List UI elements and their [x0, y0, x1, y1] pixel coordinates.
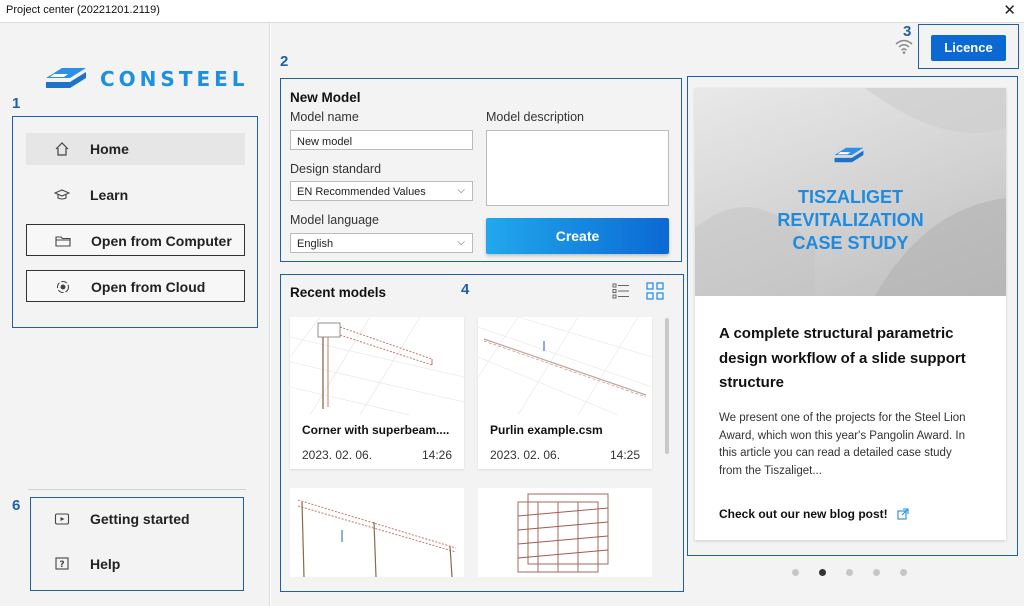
nav-getting-started-label: Getting started: [90, 511, 190, 527]
callout-number-4: 4: [461, 281, 470, 298]
home-icon: [54, 141, 70, 157]
blog-post-link-label: Check out our new blog post!: [719, 507, 888, 521]
sidebar-divider: [28, 489, 246, 490]
logo-mark-icon: [829, 142, 869, 168]
news-body-line: this article you can read a detailed case study: [719, 447, 952, 459]
list-view-icon[interactable]: [612, 282, 630, 300]
play-video-icon: [54, 511, 70, 527]
model-description-label: Model description: [486, 110, 584, 124]
nav-help-label: Help: [90, 556, 121, 572]
news-body-line: We present one of the projects for the Steel Lion: [719, 412, 966, 424]
nav-learn[interactable]: [26, 179, 245, 211]
news-headline-line: structure: [719, 374, 785, 391]
carousel-dot-active[interactable]: [819, 569, 826, 576]
model-thumbnail-image: [290, 317, 464, 415]
banner-title-line: TISZALIGET: [798, 187, 903, 207]
recent-model-date: 2023. 02. 06.: [302, 448, 373, 462]
recent-model-name: Corner with superbeam....: [302, 423, 450, 437]
nav-getting-started[interactable]: [26, 503, 245, 535]
model-language-value: English: [297, 238, 334, 250]
chevron-down-icon: ⌵: [457, 185, 465, 196]
title-bar: [0, 0, 1024, 23]
model-language-label: Model language: [290, 213, 379, 227]
design-standard-label: Design standard: [290, 162, 382, 176]
help-icon: [54, 556, 70, 572]
open-from-cloud-button[interactable]: [26, 270, 245, 302]
model-thumbnail-image: [478, 317, 652, 415]
carousel-dot[interactable]: [900, 569, 907, 576]
model-name-label: Model name: [290, 110, 359, 124]
callout-number-1: 1: [12, 95, 21, 112]
news-headline-line: design workflow of a slide support: [719, 349, 966, 367]
carousel-dot[interactable]: [873, 569, 880, 576]
callout-number-3: 3: [903, 23, 912, 40]
wifi-icon: [894, 38, 914, 54]
recent-model-date: 2023. 02. 06.: [490, 448, 561, 462]
chevron-down-icon: ⌵: [457, 237, 465, 248]
news-headline-line: A complete structural parametric: [719, 325, 954, 342]
carousel-dot[interactable]: [846, 569, 853, 576]
model-name-input[interactable]: New model: [290, 130, 473, 150]
nav-learn-label: Learn: [90, 187, 129, 203]
close-button[interactable]: ✕: [1003, 2, 1016, 19]
open-from-cloud-label: Open from Cloud: [91, 279, 206, 295]
news-body-line: Award, which won this year's Pangolin Award. In: [719, 429, 965, 442]
model-thumbnail-image: [478, 488, 652, 577]
recent-model-time: 14:25: [609, 448, 640, 462]
nav-home-label: Home: [90, 141, 129, 157]
recent-model-time: 14:26: [421, 448, 452, 462]
logo-mark-icon: [40, 60, 92, 96]
graduation-cap-icon: [54, 187, 70, 203]
window-title: Project center (20221201.2119): [6, 4, 160, 16]
carousel-dot[interactable]: [792, 569, 799, 576]
banner-title-line: CASE STUDY: [792, 233, 909, 253]
news-card[interactable]: [695, 88, 1006, 540]
design-standard-value: EN Recommended Values: [297, 186, 426, 198]
callout-number-6: 6: [12, 497, 21, 514]
nav-help[interactable]: [26, 548, 245, 580]
recent-model-card[interactable]: [478, 317, 652, 469]
cloud-sync-icon: [55, 279, 71, 295]
model-description-textarea[interactable]: [486, 130, 669, 206]
recent-model-name: Purlin example.csm: [490, 423, 603, 437]
external-link-icon: [897, 508, 909, 520]
news-banner-image: [695, 88, 1006, 296]
recent-model-card[interactable]: [290, 317, 464, 469]
design-standard-select[interactable]: [290, 181, 473, 201]
model-language-select[interactable]: [290, 233, 473, 253]
logo-text: CONSTEEL: [100, 67, 249, 91]
news-body: [719, 410, 966, 480]
licence-button[interactable]: Licence: [931, 35, 1006, 61]
open-from-computer-button[interactable]: [26, 224, 245, 256]
consteel-logo: [40, 60, 249, 96]
news-headline: [719, 322, 966, 396]
folder-icon: [55, 233, 71, 249]
model-thumbnail-image: [290, 488, 464, 577]
callout-number-2: 2: [280, 53, 289, 70]
banner-title: [695, 186, 1006, 255]
open-from-computer-label: Open from Computer: [91, 233, 232, 249]
recent-model-card[interactable]: [290, 488, 464, 577]
banner-title-line: REVITALIZATION: [777, 210, 924, 230]
grid-view-icon[interactable]: [646, 282, 664, 300]
recent-model-card[interactable]: [478, 488, 652, 577]
recent-models-title: Recent models: [290, 285, 387, 300]
recent-models-scrollbar[interactable]: [665, 318, 669, 454]
svg-text:?: ?: [59, 560, 65, 570]
create-button[interactable]: Create: [486, 218, 669, 254]
blog-post-link[interactable]: [719, 507, 909, 521]
nav-home[interactable]: [26, 133, 245, 165]
news-body-line: from the Tiszaliget...: [719, 464, 822, 477]
new-model-title: New Model: [290, 90, 361, 105]
